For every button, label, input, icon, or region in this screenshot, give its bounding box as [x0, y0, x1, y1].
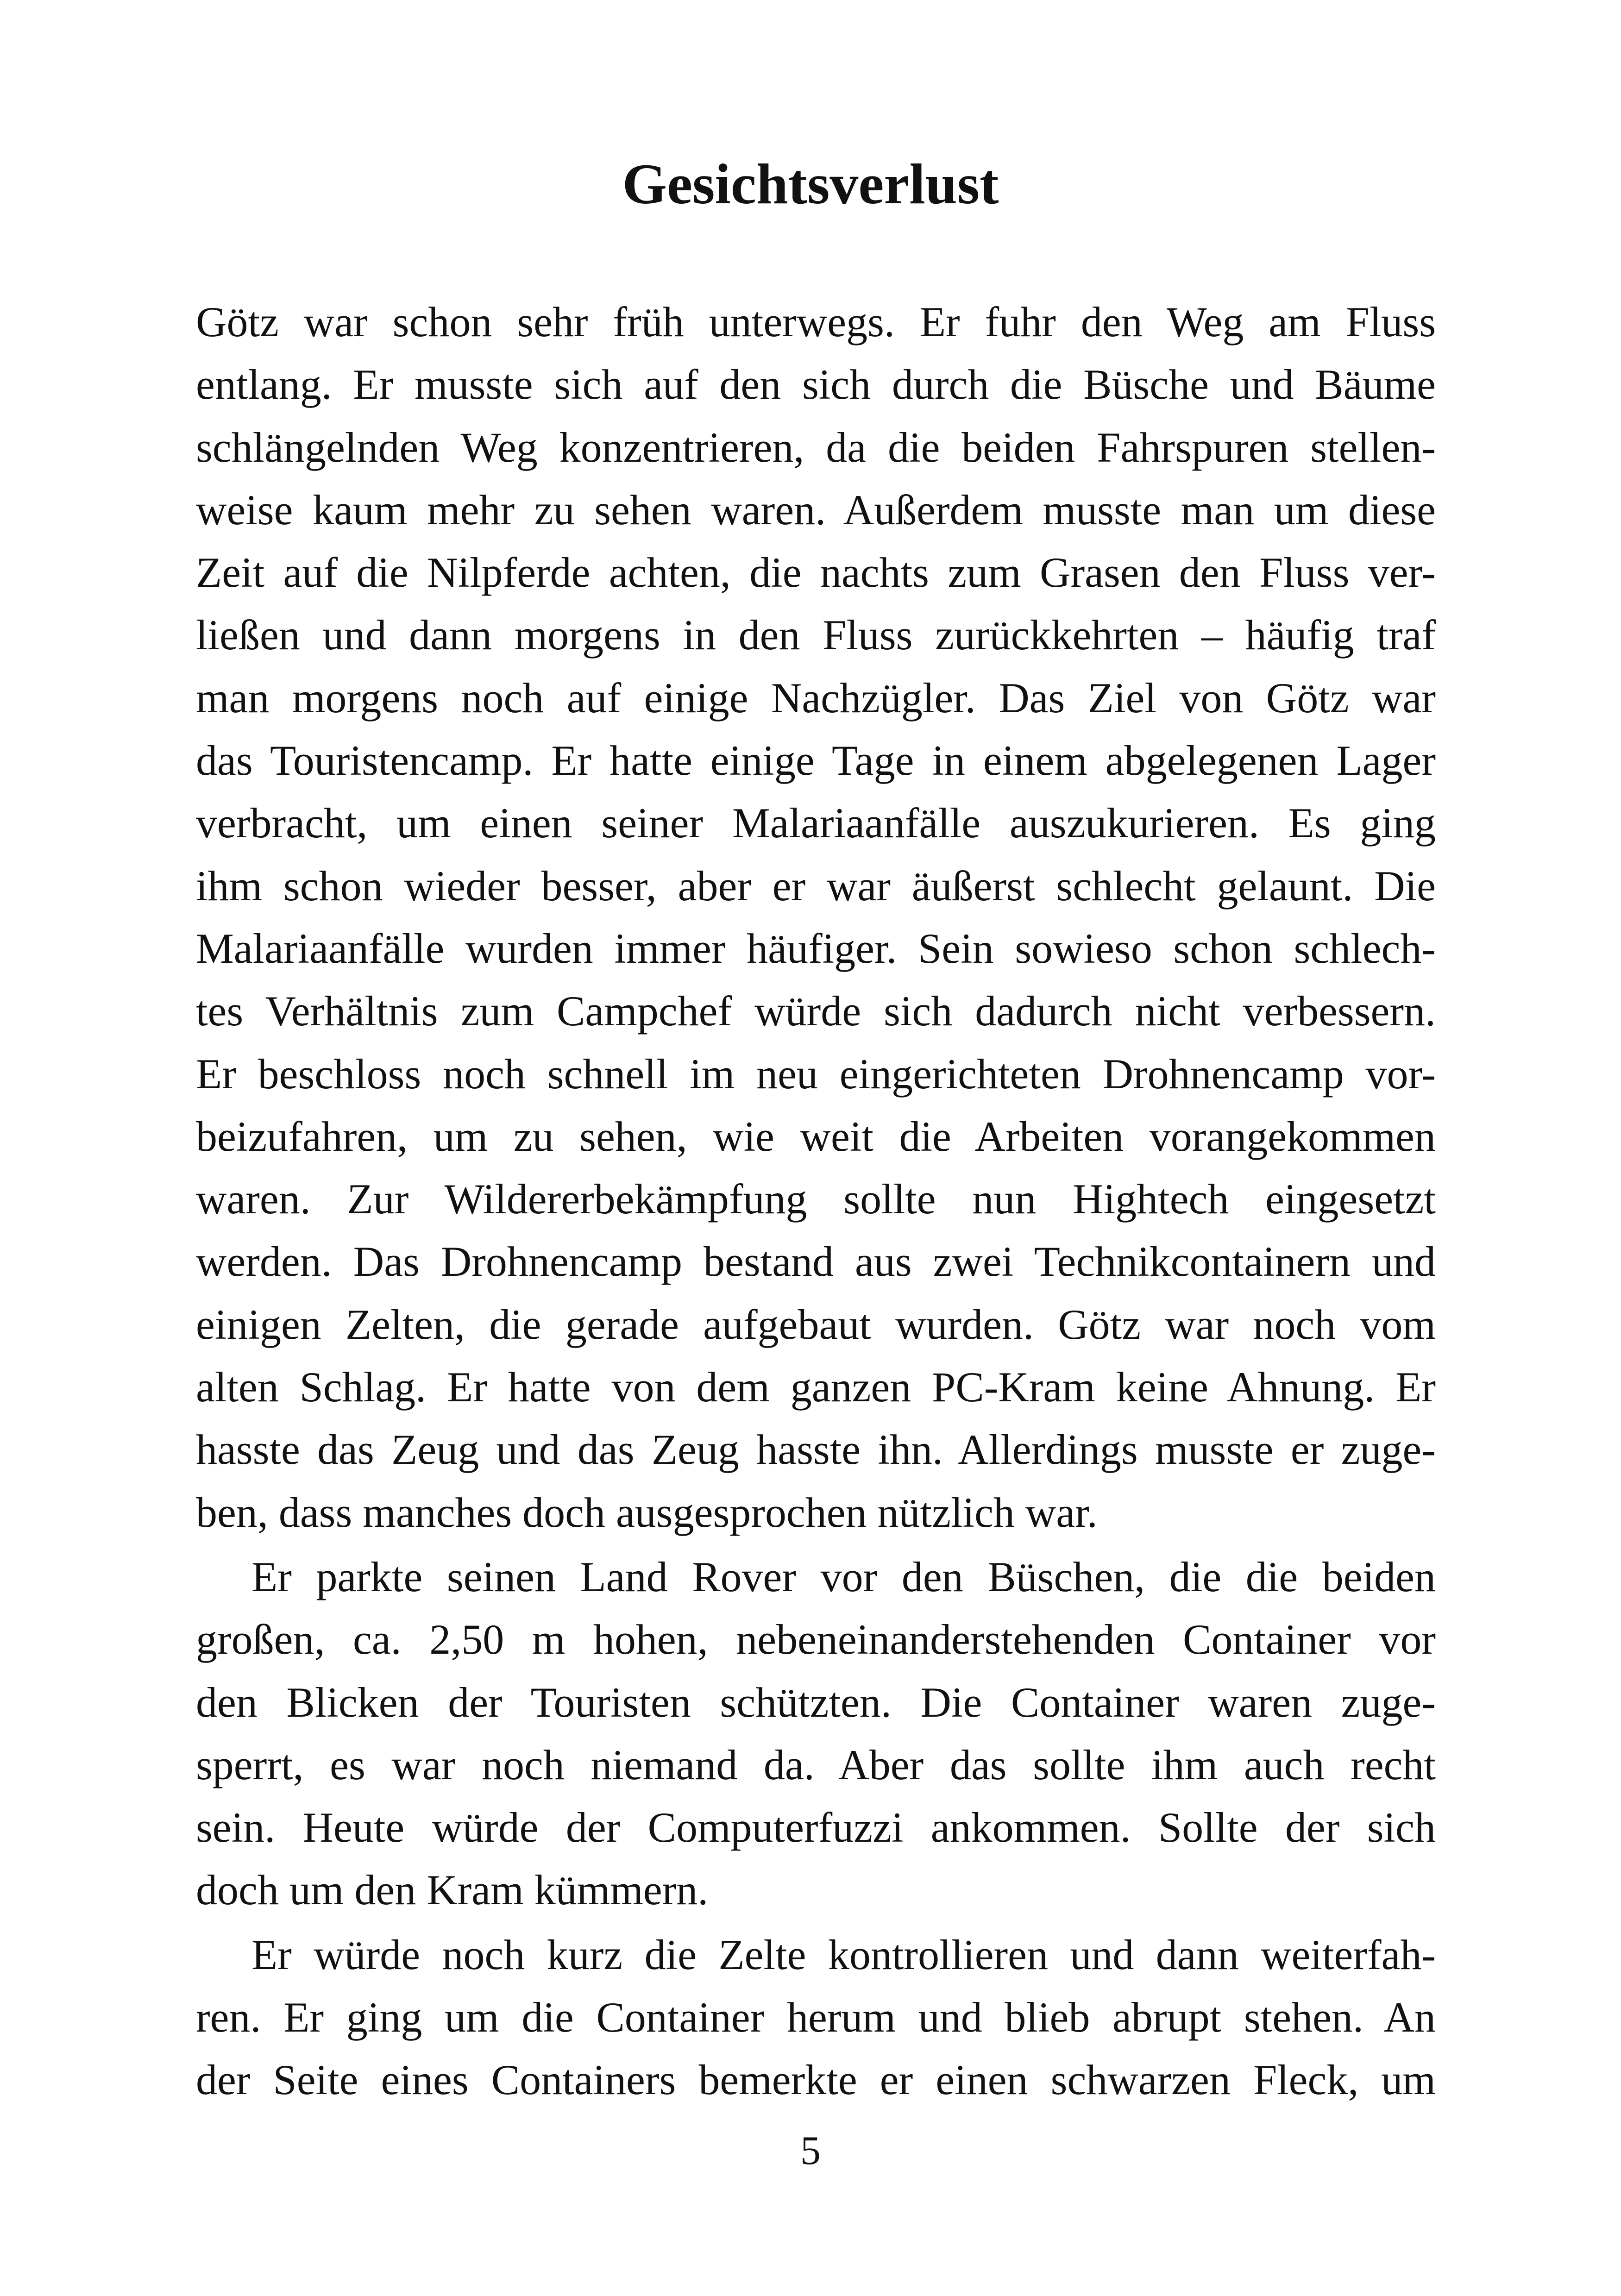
text-line: entlang. Er musste sich auf den sich durch die Büsche und Bäume	[196, 361, 1436, 408]
text-line: verbracht, um einen seiner Malariaanfälle auszukurieren. Es ging	[196, 799, 1436, 847]
text-line: man morgens noch auf einige Nachzügler. Das Ziel von Götz war	[196, 674, 1436, 721]
text-line: beizufahren, um zu sehen, wie weit die Arbeiten vorangekommen	[196, 1112, 1436, 1160]
text-line: Er parkte seinen Land Rover vor den Büschen, die die beiden	[251, 1553, 1436, 1600]
text-line: großen, ca. 2,50 m hohen, nebeneinanderstehenden Container vor	[196, 1616, 1436, 1663]
text-line: werden. Das Drohnencamp bestand aus zwei Technikcontainern und	[196, 1238, 1436, 1286]
page-number: 5	[800, 2128, 821, 2173]
text-line: einigen Zelten, die gerade aufgebaut wurden. Götz war noch vom	[196, 1300, 1436, 1348]
chapter-title: Gesichtsverlust	[622, 152, 999, 216]
text-line: sein. Heute würde der Computerfuzzi ankommen. Sollte der sich	[196, 1804, 1436, 1851]
text-line: Er würde noch kurz die Zelte kontrollieren und dann weiterfah-	[251, 1931, 1436, 1978]
text-line: ben, dass manches doch ausgesprochen nützlich war.	[196, 1488, 1098, 1536]
text-line: Zeit auf die Nilpferde achten, die nachts zum Grasen den Fluss ver-	[196, 549, 1436, 596]
chapter-body	[196, 291, 1436, 2112]
text-line: den Blicken der Touristen schützten. Die Container waren zuge-	[196, 1678, 1436, 1726]
text-line: alten Schlag. Er hatte von dem ganzen PC-Kram keine Ahnung. Er	[196, 1363, 1436, 1411]
paragraph-1	[196, 291, 1436, 1544]
text-line: ließen und dann morgens in den Fluss zurückkehrten – häufig traf	[196, 611, 1436, 659]
text-line: Malariaanfälle wurden immer häufiger. Sein sowieso schon schlech-	[196, 924, 1436, 972]
text-line: Er beschloss noch schnell im neu eingerichteten Drohnencamp vor-	[196, 1050, 1436, 1098]
text-line: waren. Zur Wildererbekämpfung sollte nun Hightech eingesetzt	[196, 1175, 1436, 1223]
text-line: schlängelnden Weg konzentrieren, da die beiden Fahrspuren stellen-	[196, 423, 1436, 471]
text-line: der Seite eines Containers bemerkte er einen schwarzen Fleck, um	[196, 2056, 1436, 2104]
paragraph-3	[196, 1924, 1436, 2112]
text-line: hasste das Zeug und das Zeug hasste ihn. Allerdings musste er zuge-	[196, 1426, 1436, 1474]
text-line: ren. Er ging um die Container herum und blieb abrupt stehen. An	[196, 1994, 1436, 2041]
text-line: sperrt, es war noch niemand da. Aber das sollte ihm auch recht	[196, 1741, 1436, 1788]
text-line: doch um den Kram kümmern.	[196, 1866, 709, 1914]
text-line: weise kaum mehr zu sehen waren. Außerdem musste man um diese	[196, 486, 1436, 533]
text-line: das Touristencamp. Er hatte einige Tage in einem abgelegenen Lager	[196, 737, 1436, 784]
text-line: Götz war schon sehr früh unterwegs. Er fuhr den Weg am Fluss	[196, 298, 1436, 345]
paragraph-2	[196, 1546, 1436, 1922]
text-line: tes Verhältnis zum Campchef würde sich dadurch nicht verbessern.	[196, 987, 1436, 1035]
text-line: ihm schon wieder besser, aber er war äußerst schlecht gelaunt. Die	[196, 862, 1436, 910]
